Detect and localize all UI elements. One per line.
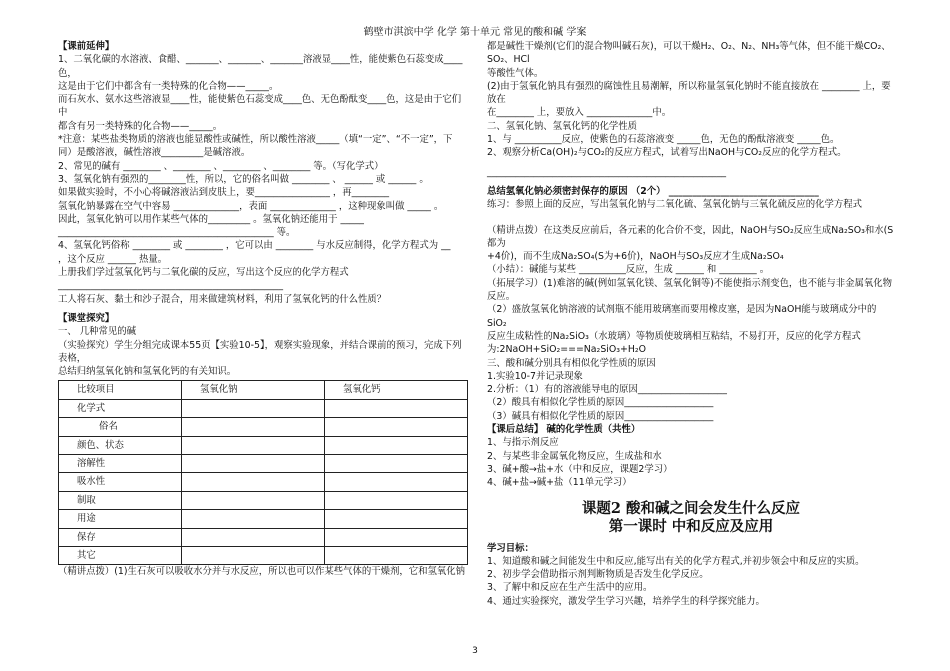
text-line: 都含有另一类特殊的化合物——_____。 — [58, 120, 223, 132]
table-row — [59, 436, 468, 454]
text-line: 反应生成粘性的Na₂SiO₃（水玻璃）等物质使玻璃相互粘结，不易打开，反应的化学方程式 — [487, 330, 861, 342]
text-line: （小结）：碱能与某些 __________反应，生成 ______ 和 ________ 。 — [487, 264, 770, 276]
text-line: 上册我们学过氢氧化钙与二氧化碳的反应，写出这个反应的化学方程式 — [58, 267, 349, 279]
table-header-cell: 氢氧化钙 — [325, 381, 468, 399]
answer-cell[interactable] — [325, 528, 468, 546]
answer-cell[interactable] — [325, 473, 468, 491]
answer-cell[interactable] — [182, 473, 325, 491]
page-number: 3 — [472, 646, 478, 656]
text-line: 都是碱性干燥剂(它们的混合物叫碱石灰)，可以干燥H₂、O₂、N₂、NH₃等气体，但不能干燥CO₂、SO₂、HCl — [487, 41, 891, 66]
text-line: 在________ 上，要放入 ______________中。 — [487, 107, 672, 119]
text-line: 同）是酸溶液，碱性溶液_________是碱溶液。 — [58, 147, 251, 159]
row-label: 吸水性 — [59, 473, 182, 491]
text-line: 3、碱+酸→盐+水（中和反应，课题2学习） — [487, 463, 673, 475]
answer-cell[interactable] — [325, 546, 468, 564]
text-line: ，这个反应 ______ 热量。 — [58, 253, 168, 265]
objectives-heading: 学习目标： — [487, 542, 534, 554]
answer-cell[interactable] — [325, 436, 468, 454]
text-line: （精讲点拨）(1)生石灰可以吸收水分并与水反应，所以也可以作某些气体的干燥剂，它和氢氧化钠 — [58, 566, 466, 578]
answer-cell[interactable] — [182, 528, 325, 546]
answer-cell[interactable] — [325, 491, 468, 509]
objective-item: 2、初步学会借助指示剂判断物质是否发生化学反应。 — [487, 569, 709, 581]
row-label: 保存 — [59, 528, 182, 546]
row-label: 溶解性 — [59, 454, 182, 472]
table-row — [59, 491, 468, 509]
text-line: (2)由于氢氧化钠具有强烈的腐蚀性且易潮解，所以称量氢氧化钠时不能直接放在 ________ 上，要放在 — [487, 80, 891, 106]
text-line: （3）碱具有相似化学性质的原因___________________ — [487, 410, 714, 422]
text-line: ______________________________________________ 等。 — [58, 227, 296, 239]
answer-cell[interactable] — [182, 399, 325, 417]
text-line: 1、二氧化碳的水溶液、食醋、_______、_______、_______溶液显____性，能使紫色石蕊变成____色， — [58, 54, 463, 79]
text-line: 如果做实验时，不小心将碱溶液沾到皮肤上，要________________ ，再________ — [58, 187, 390, 199]
table-row — [59, 418, 468, 436]
text-line: 一、 几种常见的碱 — [58, 326, 136, 338]
text-line: 反应。 — [487, 291, 516, 303]
answer-cell[interactable] — [182, 454, 325, 472]
text-line: 1、与指示剂反应 — [487, 437, 559, 449]
table-row — [59, 454, 468, 472]
text-line: （2）盛放氢氧化钠溶液的试剂瓶不能用玻璃塞而要用橡皮塞，是因为NaOH能与玻璃成分中的SiO₂ — [487, 304, 877, 329]
text-line: 因此，氢氧化钠可以用作某些气体的_________ 。氢氧化钠还能用于 _____ — [58, 213, 364, 225]
text-line: 2、观察分析Ca(OH)₂与CO₂的反应方程式，试着写出NaOH与CO₂反应的化学方程式。 — [487, 147, 847, 159]
section-heading-preview: 【课前延伸】 — [58, 41, 115, 52]
answer-cell[interactable] — [325, 418, 468, 436]
comparison-table — [58, 380, 468, 565]
answer-cell[interactable] — [182, 418, 325, 436]
answer-cell[interactable] — [325, 399, 468, 417]
section-heading-summary: 【课后总结】 碱的化学性质（共性） — [487, 424, 641, 436]
row-label: 用途 — [59, 510, 182, 528]
objective-item: 1、知道酸和碱之间能发生中和反应,能写出有关的化学方程式,并初步领会中和反应的实质。 — [487, 555, 865, 567]
text-line: 而石灰水、氨水这些溶液显____性，能使紫色石蕊变成____色、无色酚酞变____色，这是由于它们中 — [58, 94, 462, 119]
text-line: 工人将石灰、黏土和沙子混合，用来做建筑材料，利用了氢氧化钙的什么性质？ — [58, 293, 387, 305]
answer-cell[interactable] — [182, 546, 325, 564]
lesson-title — [487, 500, 895, 536]
objective-item: 4、通过实验探究，激发学生学习兴趣，培养学生的科学探究能力。 — [487, 595, 765, 607]
text-line: 3、氢氧化钠有强烈的________性，所以，它的俗名叫做 ________ 、 ______ 或 ______ 。 — [58, 173, 429, 185]
section-heading-explore: 【课堂探究】 — [58, 312, 115, 324]
text-line: 等酸性气体。 — [487, 67, 544, 79]
row-label: 颜色、状态 — [59, 436, 182, 454]
text-line: 1、与 __________反应，使紫色的石蕊溶液变 _____色，无色的酚酞溶液变 _____色。 — [487, 134, 840, 146]
text-line: 总结氢氧化钠必须密封保存的原因 （2个） ________________________________ — [487, 185, 819, 197]
text-line: （2）酸具有相似化学性质的原因___________________ — [487, 397, 714, 409]
left-column — [58, 40, 468, 579]
lesson-title-line: 第一课时 中和反应及应用 — [608, 517, 774, 535]
answer-cell[interactable] — [325, 454, 468, 472]
row-label: 化学式 — [59, 399, 182, 417]
text-line: 氢氧化钠暴露在空气中容易 ______________，表面 ______________ ，这种现象叫做 _____ 。 — [58, 200, 444, 212]
table-header-row — [59, 381, 468, 399]
text-line: *注意：某些盐类物质的溶液也能显酸性或碱性，所以酸性溶液_____（填“一定”、“不一定”，下 — [58, 134, 453, 146]
table-row — [59, 546, 468, 564]
row-label: 其它 — [59, 546, 182, 564]
text-line: 三、酸和碱分别具有相似化学性质的原因 — [487, 357, 656, 369]
lesson-title-line: 课题2 酸和碱之间会发生什么反应 — [581, 499, 801, 517]
answer-cell[interactable] — [182, 510, 325, 528]
table-row — [59, 510, 468, 528]
answer-cell[interactable] — [182, 491, 325, 509]
table-row — [59, 473, 468, 491]
table-row — [59, 399, 468, 417]
row-label: 俗名 — [59, 418, 182, 436]
text-line: 4、碱+盐→碱+盐（11单元学习） — [487, 477, 632, 489]
text-line: （实验探究）学生分组完成课本55页【实验10-5】，观察实验现象，并结合课前的预习，完成下列表格， — [58, 339, 462, 364]
text-line: 这是由于它们中都含有一类特殊的化合物——_____。 — [58, 80, 279, 92]
text-line: 2.分析：（1）有的溶液能导电的原因___________________ — [487, 384, 727, 396]
objective-item: 3、了解中和反应在生产生活中的应用。 — [487, 582, 653, 594]
text-line: 1.实验10-7并记录现象 — [487, 370, 583, 382]
text-line: 二、氢氧化钠、氢氧化钙的化学性质 — [487, 120, 638, 132]
text-line: （精讲点拨）在这类反应前后，各元素的化合价不变，因此，NaOH与SO₂反应生成Na₂SO₃和水(S都为 — [487, 224, 894, 249]
text-line: （拓展学习）(1)难溶的碱(例如氢氧化镁、氢氧化铜等)不能使指示剂变色，也不能与非金属氧化物 — [487, 277, 892, 289]
text-line: 为:2NaOH+SiO₂===Na₂SiO₃+H₂O — [487, 344, 647, 356]
text-line: 2、常见的碱有 ________ 、________ 、________ 、________ 等。（写化学式） — [58, 160, 384, 172]
text-line: ___________________________________________________ — [487, 166, 727, 178]
text-line: ________________________________________________ — [58, 280, 283, 292]
table-row — [59, 528, 468, 546]
text-line: 练习：参照上面的反应，写出氢氧化钠与二氧化硫、氢氧化钠与三氧化硫反应的化学方程式 — [487, 199, 863, 211]
text-line: 4、氢氧化钙俗称 ________ 或 ________ ，它可以由 ________ 与水反应制得，化学方程式为 __ — [58, 240, 451, 252]
row-label: 制取 — [59, 491, 182, 509]
text-line: 2、与某些非金属氧化物反应，生成盐和水 — [487, 450, 662, 462]
table-header-cell: 比较项目 — [59, 381, 182, 399]
table-header-cell: 氢氧化钠 — [182, 381, 325, 399]
page-header: 鹤壁市淇滨中学 化学 第十单元 常见的酸和碱 学案 — [363, 27, 587, 38]
answer-cell[interactable] — [182, 436, 325, 454]
answer-cell[interactable] — [325, 510, 468, 528]
right-column — [487, 40, 895, 608]
text-line: 总结归纳氢氧化钠和氢氧化钙的有关知识。 — [58, 366, 237, 378]
text-line: +4价)，而不生成Na₂SO₄(S为+6价)，NaOH与SO₃反应才生成Na₂SO₄ — [487, 251, 784, 263]
